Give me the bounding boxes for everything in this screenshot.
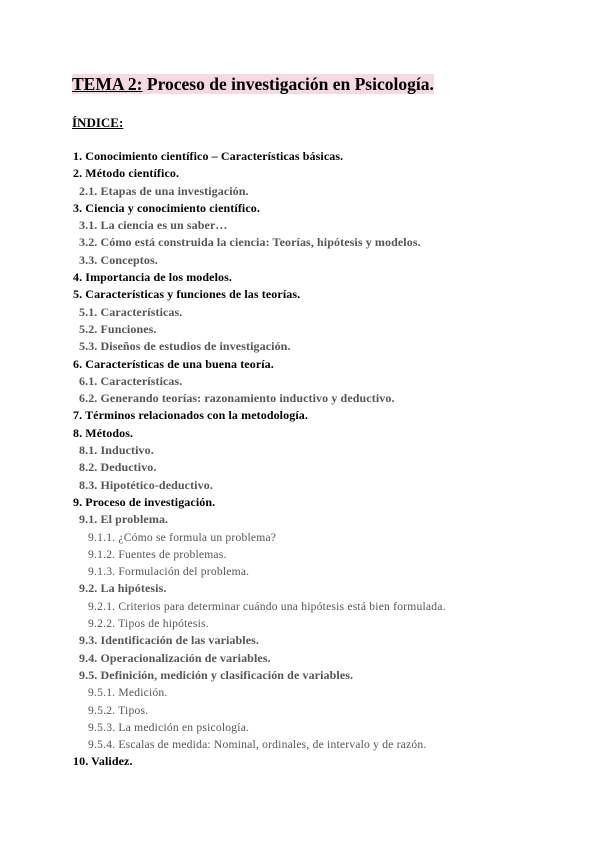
- toc-item-level-2: 8.3. Hipotético-deductivo.: [79, 477, 213, 492]
- toc-item-level-3: 9.2.1. Criterios para determinar cuándo una hipótesis está bien formulada.: [88, 599, 446, 613]
- toc-item-level-1: 5. Características y funciones de las teorías.: [73, 287, 301, 302]
- toc-item-level-3: 9.5.2. Tipos.: [88, 703, 149, 717]
- toc-item-level-2: 8.1. Inductivo.: [79, 443, 154, 458]
- toc-item-level-2: 6.1. Características.: [79, 373, 183, 388]
- toc-item-level-1: 9. Proceso de investigación.: [73, 494, 216, 509]
- toc-item-level-3: 9.1.3. Formulación del problema.: [88, 565, 250, 579]
- toc-item-level-1: 8. Métodos.: [73, 425, 134, 440]
- page-title: [72, 72, 434, 96]
- title-text: Proceso de investigación en Psicología.: [142, 74, 434, 94]
- toc-item-level-1: 7. Términos relacionados con la metodología.: [73, 408, 308, 423]
- toc-item-level-3: 9.5.4. Escalas de medida: Nominal, ordinales, de intervalo y de razón.: [88, 738, 427, 752]
- toc-item-level-1: 2. Método científico.: [73, 166, 180, 181]
- toc-item-level-1: 4. Importancia de los modelos.: [73, 270, 232, 285]
- toc-item-level-2: 9.1. El problema.: [79, 512, 169, 527]
- toc-item-level-3: 9.2.2. Tipos de hipótesis.: [88, 617, 209, 631]
- toc-item-level-2: 3.1. La ciencia es un saber…: [79, 218, 228, 233]
- toc-item-level-3: 9.5.1. Medición.: [88, 686, 168, 700]
- toc-item-level-2: 2.1. Etapas de una investigación.: [79, 183, 249, 198]
- toc-item-level-2: 5.3. Diseños de estudios de investigación.: [79, 339, 291, 354]
- toc-item-level-1: 6. Características de una buena teoría.: [73, 356, 274, 371]
- toc-item-level-2: 3.3. Conceptos.: [79, 252, 158, 267]
- toc-item-level-2: 6.2. Generando teorías: razonamiento inductivo y deductivo.: [79, 391, 395, 406]
- toc-item-level-3: 9.1.2. Fuentes de problemas.: [88, 547, 227, 561]
- toc-item-level-2: 9.4. Operacionalización de variables.: [79, 650, 271, 665]
- table-of-contents: [0, 148, 600, 771]
- toc-item-level-2: 9.2. La hipótesis.: [79, 581, 167, 596]
- toc-item-level-1: 3. Ciencia y conocimiento científico.: [73, 200, 260, 215]
- toc-item-level-1: 10. Validez.: [73, 754, 133, 769]
- toc-item-level-1: 1. Conocimiento científico – Características básicas.: [73, 149, 344, 163]
- toc-item-level-3: 9.1.1. ¿Cómo se formula un problema?: [88, 530, 277, 544]
- title-number: TEMA 2:: [72, 74, 143, 94]
- toc-item-level-2: 9.5. Definición, medición y clasificación de variables.: [79, 667, 354, 682]
- toc-item-level-2: 9.3. Identificación de las variables.: [79, 633, 260, 648]
- toc-item-level-2: 8.2. Deductivo.: [79, 460, 157, 475]
- toc-item-level-2: 3.2. Cómo está construida la ciencia: Teorías, hipótesis y modelos.: [79, 235, 421, 250]
- toc-item-level-2: 5.1. Características.: [79, 304, 183, 319]
- toc-item-level-3: 9.5.3. La medición en psicología.: [88, 720, 250, 734]
- index-heading: ÍNDICE:: [72, 115, 124, 130]
- toc-item-level-2: 5.2. Funciones.: [79, 321, 157, 336]
